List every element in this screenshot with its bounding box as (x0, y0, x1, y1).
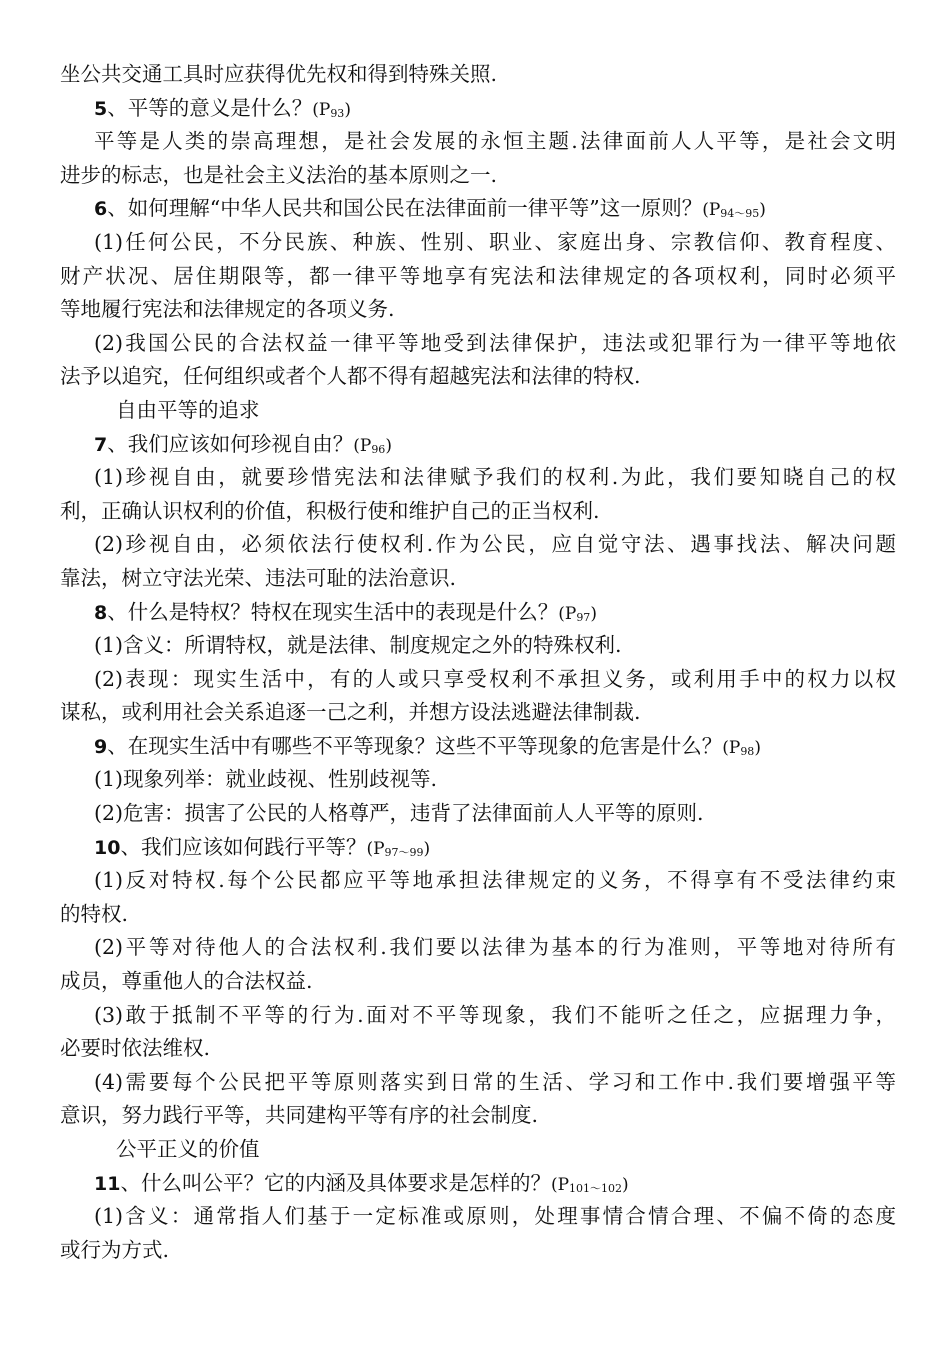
question-number: 8 (94, 601, 108, 624)
question-heading (60, 730, 896, 764)
text-line: 成员，尊重他人的合法权益. (60, 969, 313, 994)
question-number: 9 (94, 735, 108, 758)
page-reference-prefix: (P (550, 1174, 570, 1195)
text-line: 进步的标志，也是社会主义法治的基本原则之一. (60, 162, 498, 187)
page-reference (353, 436, 392, 456)
question-number: 6 (94, 198, 108, 221)
text-line: (2)我国公民的合法权益一律平等地受到法律保护，违法或犯罪行为一律平等地依 (94, 330, 896, 355)
text-line: (1)反对特权.每个公民都应平等地承担法律规定的义务，不得享有不受法律约束 (94, 868, 896, 893)
page-reference-suffix: ) (754, 737, 761, 758)
question-text: 、我们应该如何践行平等？ (120, 834, 367, 859)
text-line: (2)珍视自由，必须依法行使权利.作为公民，应自觉守法、遇事找法、解决问题 (94, 532, 896, 557)
question-number: 11 (94, 1172, 121, 1195)
question-heading (60, 428, 896, 462)
page-reference-suffix: ) (385, 435, 392, 456)
page-reference-number: 94～95 (720, 207, 760, 221)
text-line: 必要时依法维权. (60, 1036, 211, 1061)
text-line: 意识，努力践行平等，共同建构平等有序的社会制度. (60, 1103, 539, 1128)
page-reference (551, 1175, 629, 1195)
text-line: 靠法，树立守法光荣、违法可耻的法治意识. (60, 565, 457, 590)
page-reference-number: 97～99 (384, 845, 424, 859)
text-line: 法予以追究，任何组织或者个人都不得有超越宪法和法律的特权. (60, 364, 641, 389)
text-line: (3)敢于抵制不平等的行为.面对不平等现象，我们不能听之任之，应据理力争， (94, 1002, 896, 1027)
text-line: 坐公共交通工具时应获得优先权和得到特殊关照. (60, 62, 498, 86)
question-heading (60, 596, 896, 630)
page-reference-prefix: (P (558, 603, 577, 624)
question-heading (60, 831, 896, 865)
text-line: (1)任何公民，不分民族、种族、性别、职业、家庭出身、宗教信仰、教育程度、 (94, 229, 896, 254)
text-line: 平等是人类的崇高理想，是社会发展的永恒主题.法律面前人人平等，是社会文明 (94, 129, 896, 154)
text-line: 或行为方式. (60, 1237, 170, 1262)
page-reference-prefix: (P (722, 737, 741, 758)
page-reference-prefix: (P (702, 200, 721, 221)
page-reference-suffix: ) (344, 99, 351, 120)
text-line: (1)珍视自由，就要珍惜宪法和法律赋予我们的权利.为此，我们要知晓自己的权 (94, 465, 896, 490)
page-reference (702, 200, 766, 220)
section-heading: 自由平等的追求 (116, 397, 260, 422)
page-reference-prefix: (P (353, 435, 372, 456)
question-text: 、什么叫公平？它的内涵及具体要求是怎样的？ (120, 1170, 551, 1195)
text-line: (1)含义：所谓特权，就是法律、制度规定之外的特殊权利. (94, 633, 622, 658)
page-reference-number: 97 (576, 610, 591, 624)
question-text: 、如何理解“中华人民共和国公民在法律面前一律平等”这一原则？ (107, 196, 703, 221)
question-heading (60, 92, 896, 126)
text-line: 等地履行宪法和法律规定的各项义务. (60, 297, 395, 322)
question-text: 、平等的意义是什么？ (107, 95, 313, 120)
page-reference-suffix: ) (759, 200, 766, 221)
question-text: 、我们应该如何珍视自由？ (107, 431, 354, 456)
question-heading (60, 1167, 896, 1201)
page-reference (366, 839, 430, 859)
page-reference-suffix: ) (590, 603, 597, 624)
text-line: 的特权. (60, 901, 129, 926)
page-reference-number: 101～102 (569, 1181, 623, 1195)
text-line: 利，正确认识权利的价值，积极行使和维护自己的正当权利. (60, 498, 600, 523)
text-line: 谋私，或利用社会关系追逐一己之利，并想方设法逃避法律制裁. (60, 700, 641, 725)
text-line: (4)需要每个公民把平等原则落实到日常的生活、学习和工作中.我们要增强平等 (94, 1069, 896, 1094)
page-reference-number: 93 (330, 106, 345, 120)
question-number: 10 (94, 836, 121, 859)
question-text: 、什么是特权？特权在现实生活中的表现是什么？ (107, 599, 559, 624)
page-reference (722, 738, 761, 758)
question-text: 、在现实生活中有哪些不平等现象？这些不平等现象的危害是什么？ (107, 733, 723, 758)
page-reference (312, 100, 351, 120)
text-line: (2)平等对待他人的合法权利.我们要以法律为基本的行为准则，平等地对待所有 (94, 935, 896, 960)
page-reference-suffix: ) (423, 838, 431, 859)
question-number: 7 (94, 433, 108, 456)
page-reference-suffix: ) (622, 1174, 629, 1195)
page-reference-prefix: (P (312, 99, 331, 120)
text-line: 财产状况、居住期限等，都一律平等地享有宪法和法律规定的各项权利，同时必须平 (60, 263, 896, 288)
page-reference (558, 604, 597, 624)
text-line: (2)表现：现实生活中，有的人或只享受权利不承担义务，或利用手中的权力以权 (94, 666, 896, 691)
question-number: 5 (94, 97, 108, 120)
document-page (60, 58, 896, 1267)
text-line: (1)现象列举：就业歧视、性别歧视等. (94, 767, 438, 792)
page-reference-prefix: (P (366, 838, 385, 859)
text-line: (2)危害：损害了公民的人格尊严，违背了法律面前人人平等的原则. (94, 801, 704, 826)
page-reference-number: 98 (740, 744, 755, 758)
text-line: (1)含义：通常指人们基于一定标准或原则，处理事情合情合理、不偏不倚的态度 (94, 1204, 896, 1229)
question-heading (60, 192, 896, 226)
section-heading: 公平正义的价值 (116, 1137, 260, 1161)
page-reference-number: 96 (371, 442, 386, 456)
